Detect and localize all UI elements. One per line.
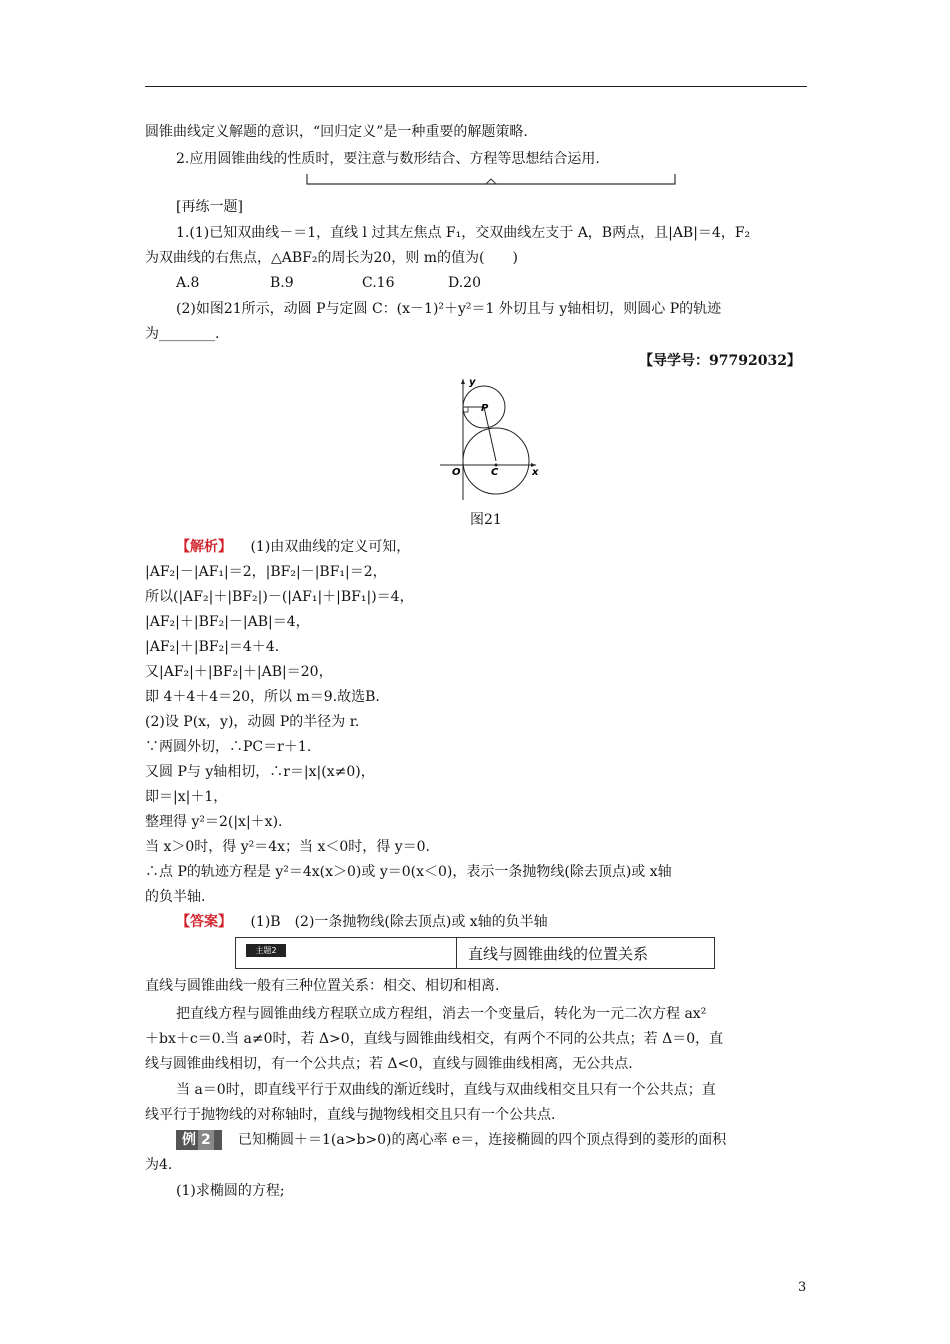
question-1-2-cont: 为________. xyxy=(145,326,220,342)
solution-line: |AF₂|＋|BF₂|＝4＋4. xyxy=(145,639,280,655)
question-1-1-cont: 为双曲线的右焦点，△ABF₂的周长为20，则 m的值为( ) xyxy=(145,250,518,266)
answer-line: 【答案】 (1)B (2)一条抛物线(除去顶点)或 x轴的负半轴 xyxy=(176,914,548,930)
topic-divider xyxy=(456,938,457,968)
option-c: C.16 xyxy=(362,275,395,291)
question-1-2: (2)如图21所示，动圆 P与定圆 C：(x－1)²＋y²＝1 外切且与 y轴相切，则圆心 P的轨迹 xyxy=(176,301,722,317)
solution-line: 所以(|AF₂|＋|BF₂|)－(|AF₁|＋|BF₁|)＝4， xyxy=(145,589,414,605)
solution-tag: 【解析】 xyxy=(176,539,232,555)
question-1-1: 1.(1)已知双曲线－＝1，直线 l 过其左焦点 F₁，交双曲线左支于 A，B两点，且|AB|＝4，F₂ xyxy=(176,225,751,241)
origin-label: O xyxy=(452,467,461,478)
answer-tag: 【答案】 xyxy=(176,914,232,930)
example-question-1: (1)求椭圆的方程; xyxy=(176,1183,285,1199)
solution-line: ∴点 P的轨迹方程是 y²＝4x(x＞0)或 y＝0(x＜0)，表示一条抛物线(除去顶点)或 x轴 xyxy=(145,864,672,880)
example-text: 已知椭圆＋＝1(a>b>0)的离心率 e＝，连接椭圆的四个顶点得到的菱形的面积 xyxy=(238,1132,727,1148)
solution-line: |AF₂|－|AF₁|＝2，|BF₂|－|BF₁|＝2， xyxy=(145,564,387,580)
example-text: 为4. xyxy=(145,1157,173,1173)
text-line: 圆锥曲线定义解题的意识，“回归定义”是一种重要的解题策略. xyxy=(145,124,528,140)
figure-caption: 图21 xyxy=(470,512,502,528)
text-line: 2.应用圆锥曲线的性质时，要注意与数形结合、方程等思想结合运用. xyxy=(176,151,600,167)
topic-header xyxy=(235,937,715,969)
practice-header: [再练一题] xyxy=(176,199,243,215)
header-rule xyxy=(145,86,807,87)
solution-line: 整理得 y²＝2(|x|＋x). xyxy=(145,814,283,830)
figure-21 xyxy=(432,375,542,505)
text-line: 把直线方程与圆锥曲线方程联立成方程组，消去一个变量后，转化为一元二次方程 ax² xyxy=(176,1006,707,1022)
example-badge: 例 2 xyxy=(176,1130,222,1150)
solution-line: 当 x＞0时，得 y²＝4x；当 x＜0时，得 y＝0. xyxy=(145,839,430,855)
solution-line: (2)设 P(x，y)，动圆 P的半径为 r. xyxy=(145,714,360,730)
solution-line: 的负半轴. xyxy=(145,889,206,905)
topic-badge: 主题2 xyxy=(246,944,286,957)
solution-line: |AF₂|＋|BF₂|－|AB|＝4， xyxy=(145,614,310,630)
axis-y-label: y xyxy=(469,377,476,388)
topic-title: 直线与圆锥曲线的位置关系 xyxy=(468,945,649,963)
axis-x-label: x xyxy=(532,467,539,478)
bracket-decoration xyxy=(306,174,676,186)
solution-line: 又圆 P与 y轴相切，∴r＝|x|(x≠0)， xyxy=(145,764,375,780)
text-line: 直线与圆锥曲线一般有三种位置关系：相交、相切和相离. xyxy=(145,978,500,994)
point-c-label: C xyxy=(491,467,499,478)
solution-line: 【解析】 (1)由双曲线的定义可知， xyxy=(176,539,411,555)
page-number: 3 xyxy=(798,1280,807,1295)
text-line: 线平行于抛物线的对称轴时，直线与抛物线相交且只有一个公共点. xyxy=(145,1107,556,1123)
reference-number: 【导学号：97792032】 xyxy=(639,353,801,369)
text-line: 线与圆锥曲线相切，有一个公共点；若 Δ<0，直线与圆锥曲线相离，无公共点. xyxy=(145,1056,633,1072)
solution-line: 即 4＋4＋4＝20，所以 m＝9.故选B. xyxy=(145,689,380,705)
solution-line: 又|AF₂|＋|BF₂|＋|AB|＝20， xyxy=(145,664,333,680)
point-p-label: P xyxy=(481,403,489,414)
text-line: 当 a＝0时，即直线平行于双曲线的渐近线时，直线与双曲线相交且只有一个公共点；直 xyxy=(176,1082,716,1098)
option-b: B.9 xyxy=(270,275,294,291)
solution-line: 即＝|x|＋1， xyxy=(145,789,228,805)
option-a: A.8 xyxy=(176,275,200,291)
option-d: D.20 xyxy=(448,275,481,291)
solution-line: ∵两圆外切，∴PC＝r＋1. xyxy=(145,739,312,755)
text-line: ＋bx＋c＝0.当 a≠0时，若 Δ>0，直线与圆锥曲线相交，有两个不同的公共点；若 Δ＝0，直 xyxy=(145,1031,724,1047)
